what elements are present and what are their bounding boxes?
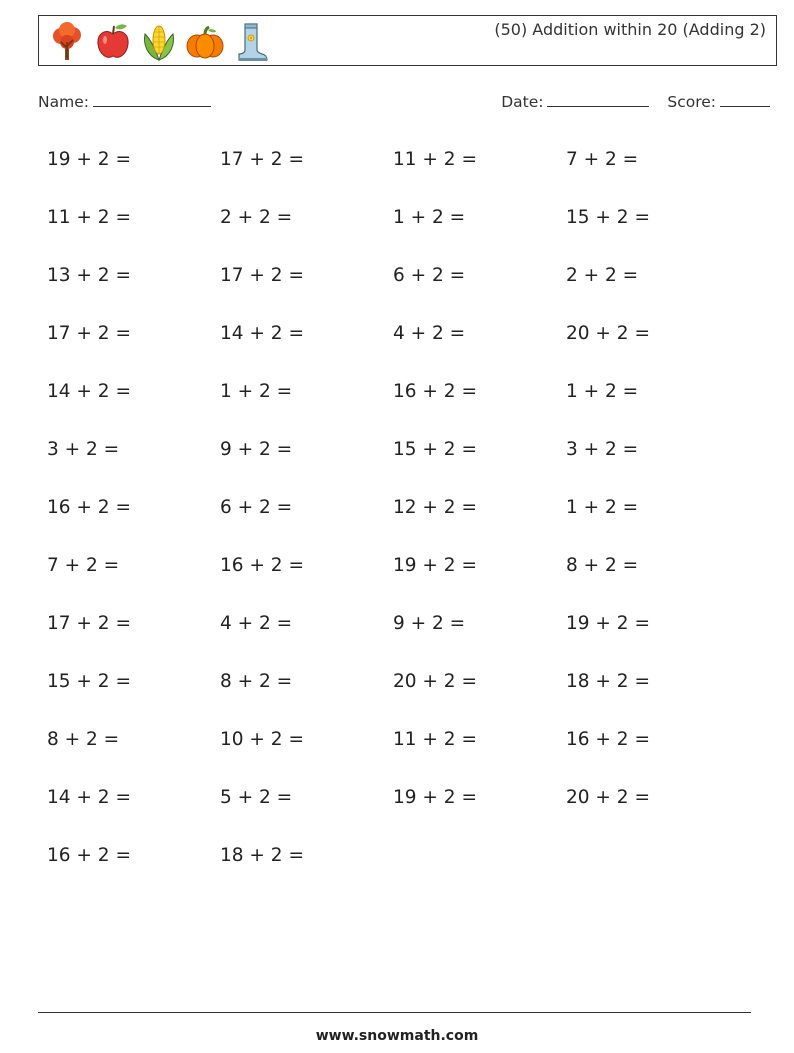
problem-item: 3 + 2 = <box>47 439 120 460</box>
problem-item: 12 + 2 = <box>393 497 477 518</box>
corn-icon <box>137 20 181 64</box>
problem-item: 19 + 2 = <box>47 149 131 170</box>
problem-item: 20 + 2 = <box>393 671 477 692</box>
problem-item: 3 + 2 = <box>566 439 639 460</box>
problem-item: 9 + 2 = <box>220 439 293 460</box>
problem-item: 16 + 2 = <box>393 381 477 402</box>
problem-item: 17 + 2 = <box>47 613 131 634</box>
boot-icon <box>229 20 273 64</box>
date-label: Date: <box>501 93 544 111</box>
apple-icon <box>91 20 135 64</box>
problem-item: 13 + 2 = <box>47 265 131 286</box>
pumpkin-icon <box>183 20 227 64</box>
problem-item: 4 + 2 = <box>393 323 466 344</box>
problem-item: 17 + 2 = <box>220 265 304 286</box>
problem-item: 6 + 2 = <box>220 497 293 518</box>
worksheet-title: (50) Addition within 20 (Adding 2) <box>494 20 766 39</box>
problem-item: 18 + 2 = <box>566 671 650 692</box>
footer-url: www.snowmath.com <box>315 1028 479 1044</box>
problem-item: 16 + 2 = <box>47 845 131 866</box>
problem-item: 1 + 2 = <box>393 207 466 228</box>
problem-item: 2 + 2 = <box>220 207 293 228</box>
problem-item: 9 + 2 = <box>393 613 466 634</box>
problem-item: 17 + 2 = <box>47 323 131 344</box>
name-label: Name: <box>38 93 89 111</box>
problem-item: 8 + 2 = <box>220 671 293 692</box>
problem-item: 19 + 2 = <box>566 613 650 634</box>
header-icons <box>45 20 273 64</box>
problem-item: 6 + 2 = <box>393 265 466 286</box>
problem-item: 1 + 2 = <box>566 381 639 402</box>
date-blank <box>547 105 649 107</box>
problem-item: 18 + 2 = <box>220 845 304 866</box>
footer-divider <box>38 1012 751 1013</box>
problem-item: 20 + 2 = <box>566 787 650 808</box>
problem-item: 8 + 2 = <box>47 729 120 750</box>
problem-item: 7 + 2 = <box>47 555 120 576</box>
problem-item: 15 + 2 = <box>566 207 650 228</box>
problem-item: 2 + 2 = <box>566 265 639 286</box>
problem-item: 14 + 2 = <box>220 323 304 344</box>
problem-item: 1 + 2 = <box>220 381 293 402</box>
worksheet-header <box>38 15 777 66</box>
problem-item: 11 + 2 = <box>393 729 477 750</box>
problem-item: 19 + 2 = <box>393 555 477 576</box>
problem-item: 16 + 2 = <box>47 497 131 518</box>
problem-item: 10 + 2 = <box>220 729 304 750</box>
problem-item: 5 + 2 = <box>220 787 293 808</box>
problem-item: 4 + 2 = <box>220 613 293 634</box>
name-blank <box>93 105 211 107</box>
problem-item: 15 + 2 = <box>393 439 477 460</box>
problem-item: 14 + 2 = <box>47 787 131 808</box>
problem-item: 11 + 2 = <box>47 207 131 228</box>
name-field <box>38 93 211 111</box>
score-label: Score: <box>667 93 716 111</box>
problem-item: 17 + 2 = <box>220 149 304 170</box>
problem-item: 1 + 2 = <box>566 497 639 518</box>
problem-item: 14 + 2 = <box>47 381 131 402</box>
problem-item: 8 + 2 = <box>566 555 639 576</box>
date-score-fields <box>501 93 770 111</box>
problem-item: 11 + 2 = <box>393 149 477 170</box>
problem-grid <box>47 145 739 899</box>
problem-item: 7 + 2 = <box>566 149 639 170</box>
problem-item: 19 + 2 = <box>393 787 477 808</box>
problem-item: 16 + 2 = <box>220 555 304 576</box>
problem-item: 16 + 2 = <box>566 729 650 750</box>
problem-item: 15 + 2 = <box>47 671 131 692</box>
score-blank <box>720 105 770 107</box>
tree-icon <box>45 20 89 64</box>
problem-item: 20 + 2 = <box>566 323 650 344</box>
